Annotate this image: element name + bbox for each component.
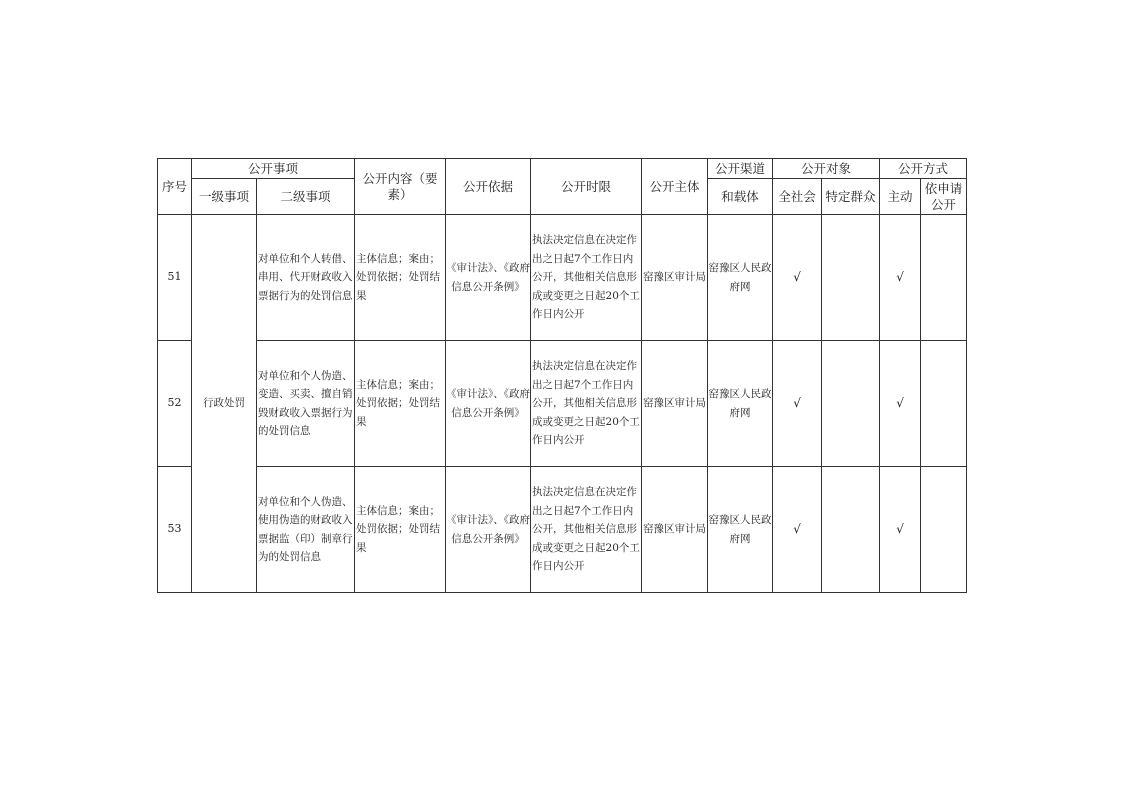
row-target-group bbox=[822, 341, 880, 467]
row-content: 主体信息；案由；处罚依据；处罚结果 bbox=[355, 467, 446, 593]
header-seq: 序号 bbox=[158, 159, 192, 215]
header-target-all: 全社会 bbox=[773, 179, 822, 215]
row-basis: 《审计法》、《政府信息公开条例》 bbox=[446, 467, 531, 593]
row-basis: 《审计法》、《政府信息公开条例》 bbox=[446, 215, 531, 341]
header-channel-bottom: 和载体 bbox=[708, 179, 773, 215]
table-row bbox=[158, 341, 967, 467]
row-method-active: √ bbox=[880, 215, 921, 341]
row-target-all: √ bbox=[773, 215, 822, 341]
disclosure-table bbox=[157, 158, 967, 593]
row-method-apply bbox=[921, 341, 967, 467]
row-subject: 窑豫区审计局 bbox=[642, 467, 708, 593]
row-method-active: √ bbox=[880, 467, 921, 593]
row-method-apply bbox=[921, 215, 967, 341]
row-time-limit: 执法决定信息在决定作出之日起7个工作日内公开，其他相关信息形成或变更之日起20个工作日内公开 bbox=[531, 341, 642, 467]
row-level2: 对单位和个人伪造、变造、买卖、擅自销毁财政收入票据行为的处罚信息 bbox=[257, 341, 355, 467]
row-time-limit: 执法决定信息在决定作出之日起7个工作日内公开，其他相关信息形成或变更之日起20个工作日内公开 bbox=[531, 215, 642, 341]
header-matter: 公开事项 bbox=[192, 159, 355, 179]
row-channel: 窑豫区人民政府网 bbox=[708, 341, 773, 467]
row-basis: 《审计法》、《政府信息公开条例》 bbox=[446, 341, 531, 467]
header-level2: 二级事项 bbox=[257, 179, 355, 215]
header-target: 公开对象 bbox=[773, 159, 880, 179]
row-target-all: √ bbox=[773, 467, 822, 593]
level1-cell: 行政处罚 bbox=[192, 215, 257, 593]
table-row bbox=[158, 215, 967, 341]
row-seq: 53 bbox=[158, 467, 192, 593]
header-method-active: 主动 bbox=[880, 179, 921, 215]
header-subject: 公开主体 bbox=[642, 159, 708, 215]
row-seq: 51 bbox=[158, 215, 192, 341]
row-time-limit: 执法决定信息在决定作出之日起7个工作日内公开，其他相关信息形成或变更之日起20个工作日内公开 bbox=[531, 467, 642, 593]
row-target-group bbox=[822, 215, 880, 341]
header-method-apply: 依申请公开 bbox=[921, 179, 967, 215]
row-content: 主体信息；案由；处罚依据；处罚结果 bbox=[355, 341, 446, 467]
header-method: 公开方式 bbox=[880, 159, 967, 179]
header-content: 公开内容（要素） bbox=[355, 159, 446, 215]
table-row bbox=[158, 467, 967, 593]
row-content: 主体信息；案由；处罚依据；处罚结果 bbox=[355, 215, 446, 341]
row-method-apply bbox=[921, 467, 967, 593]
header-channel-top: 公开渠道 bbox=[708, 159, 773, 179]
header-row-1 bbox=[158, 159, 967, 179]
row-channel: 窑豫区人民政府网 bbox=[708, 467, 773, 593]
header-level1: 一级事项 bbox=[192, 179, 257, 215]
row-target-group bbox=[822, 467, 880, 593]
header-target-group: 特定群众 bbox=[822, 179, 880, 215]
row-channel: 窑豫区人民政府网 bbox=[708, 215, 773, 341]
row-level2: 对单位和个人伪造、使用伪造的财政收入票据监（印）制章行为的处罚信息 bbox=[257, 467, 355, 593]
row-level2: 对单位和个人转借、串用、代开财政收入票据行为的处罚信息 bbox=[257, 215, 355, 341]
header-time-limit: 公开时限 bbox=[531, 159, 642, 215]
row-seq: 52 bbox=[158, 341, 192, 467]
row-subject: 窑豫区审计局 bbox=[642, 215, 708, 341]
row-subject: 窑豫区审计局 bbox=[642, 341, 708, 467]
row-method-active: √ bbox=[880, 341, 921, 467]
row-target-all: √ bbox=[773, 341, 822, 467]
header-basis: 公开依据 bbox=[446, 159, 531, 215]
